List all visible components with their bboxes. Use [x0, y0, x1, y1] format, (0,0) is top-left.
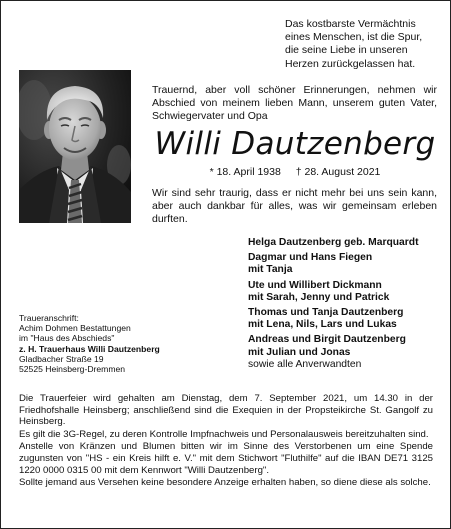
mourner-children: mit Julian und Jonas [248, 346, 351, 358]
death-date: † 28. August 2021 [295, 166, 381, 178]
life-dates [150, 166, 440, 178]
mourners-closing: sowie alle Anverwandten [248, 358, 362, 370]
mourner-name: Andreas und Birgit Dautzenberg [248, 334, 406, 346]
announcement-note: Sollte jemand aus Versehen keine besondere Anzeige erhalten haben, so diene diese als solche. [19, 477, 431, 489]
address-label: Traueranschrift: [19, 313, 79, 323]
mourners-list [248, 237, 448, 371]
mourner-children: mit Tanja [248, 264, 293, 276]
address-line: Achim Dohmen Bestattungen [19, 323, 131, 334]
mourning-address [19, 313, 219, 374]
birth-date: * 18. April 1938 [209, 166, 281, 178]
address-line: z. H. Trauerhaus Willi Dautzenberg [19, 343, 160, 354]
address-line: im "Haus des Abschieds" [19, 333, 115, 344]
mourner-children: mit Lena, Nils, Lars und Lukas [248, 319, 397, 331]
mourner-name: Ute und Willibert Dickmann [248, 279, 382, 291]
mourning-text: Wir sind sehr traurig, dass er nicht mehr bei uns sein kann, aber auch dankbar für alles, was wir gemeinsam erleben durften. [152, 187, 437, 226]
funeral-service-note: Die Trauerfeier wird gehalten am Dienstag, dem 7. September 2021, um 14.30 in der Friedhofshalle Heinsberg; anschließend sind die Exequien in der Propsteikirche St. Gangolf zu Heinsberg. [19, 393, 433, 428]
address-line: 52525 Heinsberg-Dremmen [19, 364, 126, 375]
mourner-name: Dagmar und Hans Fiegen [248, 252, 373, 264]
mourner-name: Thomas und Tanja Dautzenberg [248, 307, 404, 319]
donation-note: Anstelle von Kränzen und Blumen bitten wir im Sinne des Verstorbenen um eine Spende zugunsten von "HS - ein Kreis hilft e. V." mit dem Stichwort "Fluthilfe" auf die IBAN DE71 3125 1220 0000 0315 00 mit dem Kennwort "Willi Dautzenberg". [19, 441, 433, 476]
funeral-notes [19, 393, 433, 490]
deceased-name: Willi Dautzenberg [154, 126, 436, 162]
portrait-image [19, 70, 131, 223]
covid-rule-note: Es gilt die 3G-Regel, zu deren Kontrolle Impfnachweis und Personalausweis bereitzuhalten sind. [19, 428, 429, 440]
address-line: Gladbacher Straße 19 [19, 353, 104, 364]
memorial-quote: Das kostbarste Vermächtnis eines Menschen, ist die Spur, die seine Liebe in unseren Herzen zurückgelassen hat. [285, 18, 423, 70]
mourner-children: mit Sarah, Jenny und Patrick [248, 291, 390, 303]
intro-text: Trauernd, aber voll schöner Erinnerungen, nehmen wir Abschied von meinem lieben Mann, unserem guten Vater, Schwiegervater und Opa [152, 84, 437, 123]
mourner-name: Helga Dautzenberg geb. Marquardt [248, 237, 419, 248]
portrait-photo [19, 70, 131, 223]
